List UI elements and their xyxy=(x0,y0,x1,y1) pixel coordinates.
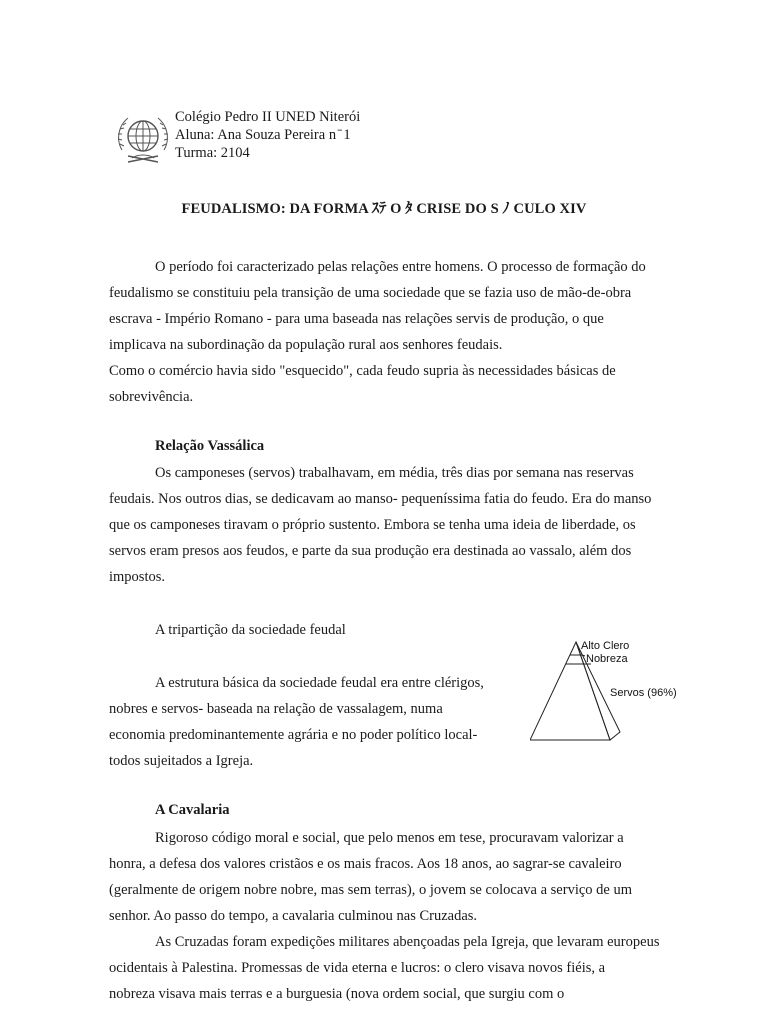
text-line: ocidentais à Palestina. Promessas de vida eterna e lucros: o clero visava novos fiéis, a xyxy=(109,960,606,976)
class-number: Turma: 2104 xyxy=(175,145,250,161)
text-line: honra, a defesa dos valores cristãos e os mais fracos. Aos 18 anos, ao sagrar-se cavaleiro xyxy=(109,856,622,872)
text-line: economia predominantemente agrária e no poder político local- xyxy=(109,727,478,743)
vassalic-paragraph xyxy=(109,460,699,590)
text-line: Como o comércio havia sido "esquecido", cada feudo supria às necessidades básicas de xyxy=(109,363,616,379)
text-line: que os camponeses tiravam o próprio sustento. Embora se tenha uma ideia de liberdade, os xyxy=(109,517,636,533)
pyramid-label-nobility: Nobreza xyxy=(586,653,628,665)
text-line: escrava - Império Romano - para uma baseada nas relações servis de produção, o que xyxy=(109,311,604,327)
text-line: Os camponeses (servos) trabalhavam, em média, três dias por semana nas reservas xyxy=(155,465,634,481)
student-name: Aluna: Ana Souza Pereira n ̄ 1 xyxy=(175,127,351,143)
text-line: nobreza visava mais terras e a burguesia (nova ordem social, que surgiu com o xyxy=(109,986,565,1002)
text-line: (geralmente de origem nobre nobre, mas sem terras), o jovem se colocava a serviço de um xyxy=(109,882,633,898)
section-heading-cavalry: A Cavalaria xyxy=(155,802,230,818)
text-line: servos eram presos aos feudos, e parte da sua produção era destinada ao vassalo, além dos xyxy=(109,543,632,559)
text-line: Rigoroso código moral e social, que pelo menos em tese, procuravam valorizar a xyxy=(155,830,624,846)
pyramid-label-serfs: Servos (96%) xyxy=(610,687,677,699)
section-heading-tripartition: A tripartição da sociedade feudal xyxy=(155,622,346,638)
school-header xyxy=(175,108,360,162)
text-line: feudalismo se constituiu pela transição de uma sociedade que se fazia uso de mão-de-obra xyxy=(109,285,632,301)
text-line: nobres e servos- baseada na relação de vassalagem, numa xyxy=(109,701,443,717)
text-line: impostos. xyxy=(109,569,165,585)
document-title: FEUDALISMO: DA FORMA ｽﾃ O ﾀ CRISE DO S ﾉ CULO XIV xyxy=(181,201,587,217)
intro-paragraph xyxy=(109,254,699,410)
social-pyramid-diagram xyxy=(530,636,690,746)
text-line: O período foi caracterizado pelas relações entre homens. O processo de formação do xyxy=(155,259,646,275)
section-heading-vassalic: Relação Vassálica xyxy=(155,438,265,454)
text-line: implicava na subordinação da população rural aos senhores feudais. xyxy=(109,337,503,353)
pyramid-label-clergy: Alto Clero xyxy=(581,640,630,652)
text-line: sobrevivência. xyxy=(109,389,194,405)
text-line: A estrutura básica da sociedade feudal era entre clérigos, xyxy=(155,675,484,691)
text-line: senhor. Ao passo do tempo, a cavalaria culminou nas Cruzadas. xyxy=(109,908,478,924)
school-emblem-icon xyxy=(114,110,172,168)
text-line: todos sujeitados a Igreja. xyxy=(109,753,254,769)
text-line: feudais. Nos outros dias, se dedicavam ao manso- pequeníssima fatia do feudo. Era do manso xyxy=(109,491,652,507)
tripartition-paragraph xyxy=(109,670,529,774)
cavalry-paragraph xyxy=(109,825,699,1007)
school-name: Colégio Pedro II UNED Niterói xyxy=(175,109,361,125)
text-line: As Cruzadas foram expedições militares abençoadas pela Igreja, que levaram europeus xyxy=(155,934,660,950)
